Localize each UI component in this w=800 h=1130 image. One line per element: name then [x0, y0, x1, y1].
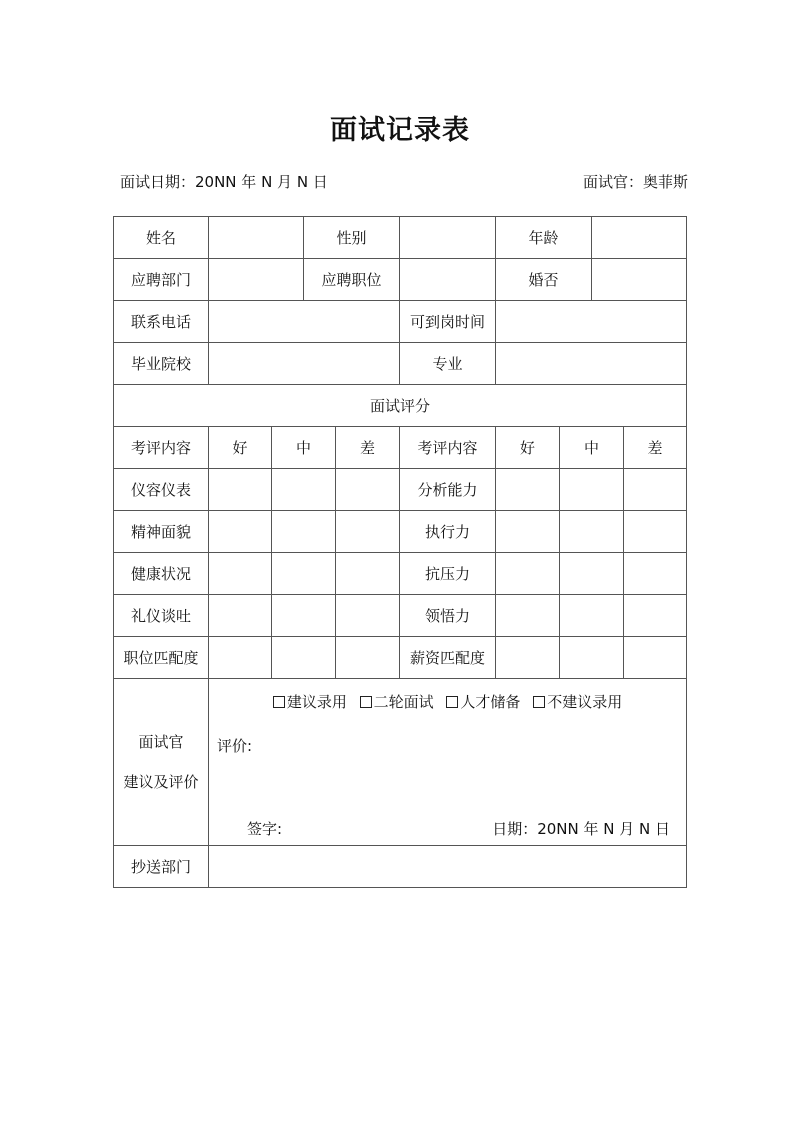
field-major[interactable] — [496, 343, 687, 385]
field-school[interactable] — [209, 343, 400, 385]
row-scoring-header — [114, 427, 687, 469]
score-item-left: 健康状况 — [114, 553, 209, 595]
score-cell[interactable] — [560, 469, 624, 511]
option-hire-label: 建议录用 — [286, 693, 347, 711]
scoring-row — [114, 511, 687, 553]
score-cell[interactable] — [624, 595, 687, 637]
field-gender[interactable] — [400, 217, 496, 259]
row-cc — [114, 846, 687, 888]
score-cell[interactable] — [209, 511, 272, 553]
score-cell[interactable] — [496, 511, 560, 553]
scoring-section-title: 面试评分 — [114, 385, 687, 427]
score-cell[interactable] — [624, 469, 687, 511]
score-cell[interactable] — [496, 637, 560, 679]
field-position[interactable] — [400, 259, 496, 301]
checkbox-icon[interactable] — [360, 696, 372, 708]
label-name: 姓名 — [114, 217, 209, 259]
header-good-left: 好 — [209, 427, 272, 469]
checkbox-icon[interactable] — [533, 696, 545, 708]
score-cell[interactable] — [624, 553, 687, 595]
score-item-left: 精神面貌 — [114, 511, 209, 553]
option-talent-pool[interactable] — [446, 693, 520, 711]
recommendation-area — [209, 679, 687, 846]
score-cell[interactable] — [560, 595, 624, 637]
score-item-right: 薪资匹配度 — [400, 637, 496, 679]
checkbox-icon[interactable] — [446, 696, 458, 708]
field-name[interactable] — [209, 217, 304, 259]
scoring-row — [114, 553, 687, 595]
cc-field[interactable] — [209, 846, 687, 888]
row-basic-1 — [114, 217, 687, 259]
header-medium-right: 中 — [560, 427, 624, 469]
option-hire[interactable] — [273, 693, 347, 711]
row-basic-4 — [114, 343, 687, 385]
score-cell[interactable] — [209, 553, 272, 595]
score-cell[interactable] — [336, 511, 400, 553]
scoring-row — [114, 595, 687, 637]
score-cell[interactable] — [560, 637, 624, 679]
option-second-round-label: 二轮面试 — [373, 693, 434, 711]
score-cell[interactable] — [272, 637, 336, 679]
score-cell[interactable] — [496, 595, 560, 637]
option-second-round[interactable] — [360, 693, 434, 711]
row-basic-2 — [114, 259, 687, 301]
row-scoring-title — [114, 385, 687, 427]
scoring-row — [114, 469, 687, 511]
checkbox-icon[interactable] — [273, 696, 285, 708]
header-good-right: 好 — [496, 427, 560, 469]
score-cell[interactable] — [496, 469, 560, 511]
score-cell[interactable] — [624, 511, 687, 553]
score-item-left: 职位匹配度 — [114, 637, 209, 679]
label-marital: 婚否 — [496, 259, 592, 301]
score-cell[interactable] — [336, 469, 400, 511]
field-department[interactable] — [209, 259, 304, 301]
score-cell[interactable] — [272, 595, 336, 637]
header-item-left: 考评内容 — [114, 427, 209, 469]
score-cell[interactable] — [496, 553, 560, 595]
score-cell[interactable] — [336, 553, 400, 595]
recommendation-options — [209, 691, 686, 712]
score-cell[interactable] — [560, 553, 624, 595]
score-cell[interactable] — [336, 595, 400, 637]
recommendation-label-line1: 面试官 — [138, 733, 184, 751]
score-cell[interactable] — [624, 637, 687, 679]
option-talent-pool-label: 人才储备 — [460, 693, 521, 711]
score-cell[interactable] — [272, 511, 336, 553]
label-school: 毕业院校 — [114, 343, 209, 385]
score-item-right: 分析能力 — [400, 469, 496, 511]
scoring-row — [114, 637, 687, 679]
label-available-time: 可到岗时间 — [400, 301, 496, 343]
label-major: 专业 — [400, 343, 496, 385]
field-age[interactable] — [592, 217, 687, 259]
score-cell[interactable] — [272, 469, 336, 511]
label-gender: 性别 — [304, 217, 400, 259]
header-medium-left: 中 — [272, 427, 336, 469]
score-item-right: 抗压力 — [400, 553, 496, 595]
field-available-time[interactable] — [496, 301, 687, 343]
label-position: 应聘职位 — [304, 259, 400, 301]
label-phone: 联系电话 — [114, 301, 209, 343]
score-cell[interactable] — [209, 637, 272, 679]
option-not-hire-label: 不建议录用 — [547, 693, 623, 711]
interview-record-table — [113, 216, 687, 888]
header-item-right: 考评内容 — [400, 427, 496, 469]
row-basic-3 — [114, 301, 687, 343]
signature-label: 签字: — [247, 820, 283, 838]
interview-date: 面试日期：20NN 年 N 月 N 日 — [120, 173, 328, 191]
score-cell[interactable] — [209, 595, 272, 637]
option-not-hire[interactable] — [533, 693, 622, 711]
field-marital[interactable] — [592, 259, 687, 301]
evaluation-label: 评价: — [217, 737, 253, 755]
row-recommendation — [114, 679, 687, 846]
score-cell[interactable] — [560, 511, 624, 553]
cc-label: 抄送部门 — [114, 846, 209, 888]
recommendation-date: 日期：20NN 年 N 月 N 日 — [492, 820, 671, 838]
score-item-left: 仪容仪表 — [114, 469, 209, 511]
label-age: 年龄 — [496, 217, 592, 259]
recommendation-label — [114, 679, 209, 846]
score-cell[interactable] — [272, 553, 336, 595]
document-title: 面试记录表 — [330, 115, 470, 146]
interviewer-name: 面试官：奥菲斯 — [582, 173, 688, 191]
header-poor-left: 差 — [336, 427, 400, 469]
score-cell[interactable] — [336, 637, 400, 679]
label-department: 应聘部门 — [114, 259, 209, 301]
score-item-right: 执行力 — [400, 511, 496, 553]
header-poor-right: 差 — [624, 427, 687, 469]
recommendation-label-line2: 建议及评价 — [123, 773, 199, 791]
score-item-right: 领悟力 — [400, 595, 496, 637]
field-phone[interactable] — [209, 301, 400, 343]
score-item-left: 礼仪谈吐 — [114, 595, 209, 637]
score-cell[interactable] — [209, 469, 272, 511]
